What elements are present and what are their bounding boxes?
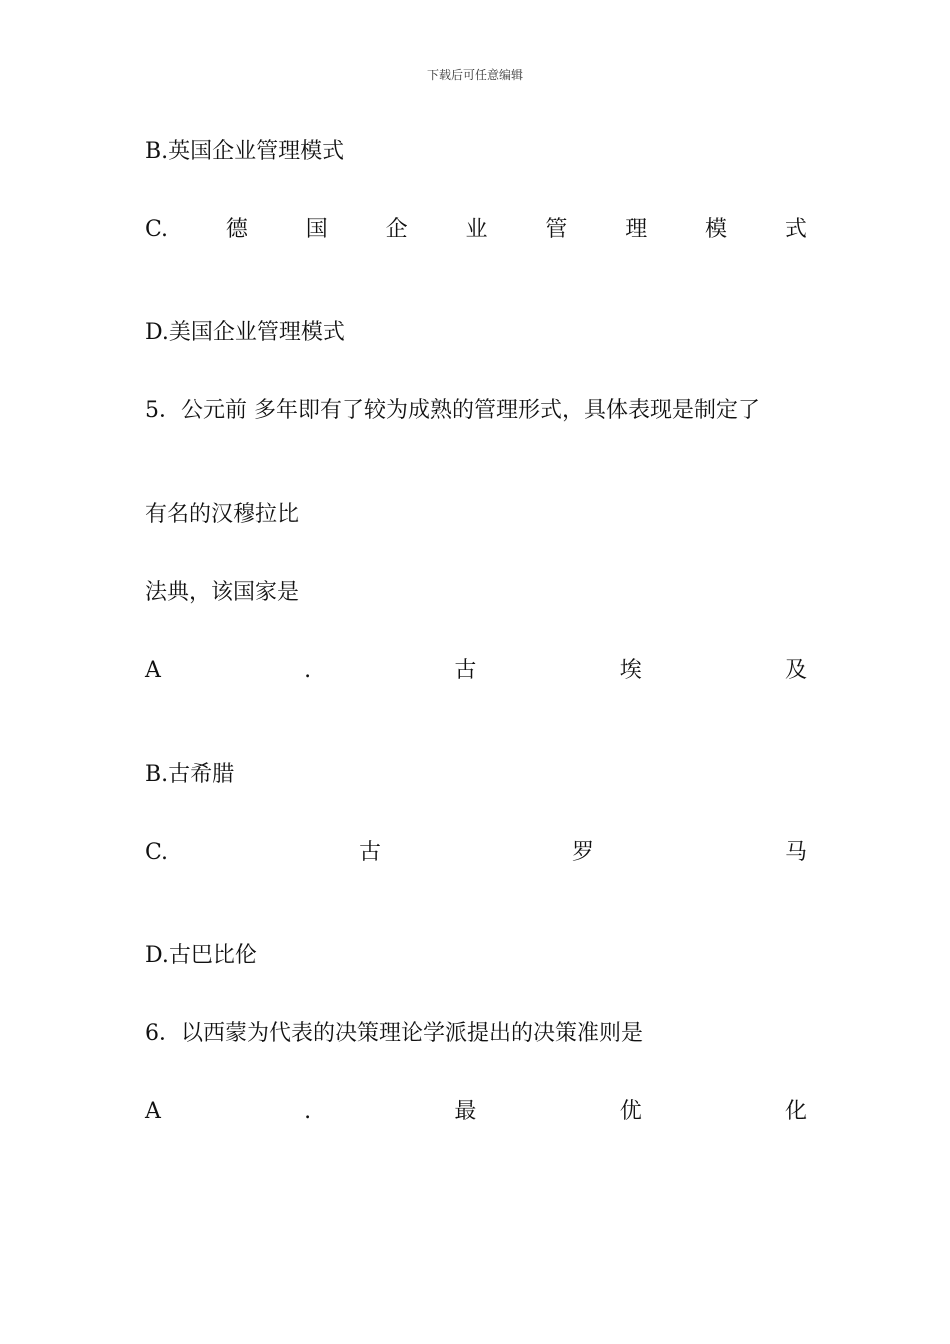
q6-option-a-part: 化 xyxy=(784,1099,807,1124)
q5-question-line-2: 有名的汉穆拉比 xyxy=(145,502,300,527)
q5-question-line-3: 法典，该国家是 xyxy=(145,580,300,605)
q4-option-c-part: 国 xyxy=(305,217,328,242)
q4-option-c-part: 企 xyxy=(385,217,408,242)
q4-option-c-part: 式 xyxy=(784,217,807,242)
page-header: 下载后可任意编辑 xyxy=(426,68,523,82)
q5-question-line-1: 5．公元前 多年即有了较为成熟的管理形式，具体表现是制定了 xyxy=(145,398,760,423)
q5-option-c-part: C. xyxy=(145,840,169,865)
q6-option-a-part: . xyxy=(304,1099,312,1124)
q5-option-a xyxy=(145,656,807,686)
q5-option-c-part: 马 xyxy=(784,840,807,865)
q6-question-line-1: 6．以西蒙为代表的决策理论学派提出的决策准则是 xyxy=(145,1021,643,1046)
q6-option-a xyxy=(145,1097,807,1127)
q4-option-c-part: 德 xyxy=(225,217,248,242)
q6-option-a-part: 优 xyxy=(619,1099,642,1124)
q5-option-c-part: 古 xyxy=(359,840,382,865)
q5-option-c-part: 罗 xyxy=(572,840,595,865)
q4-option-c-part: 模 xyxy=(705,217,728,242)
q4-option-c-part: C. xyxy=(145,217,169,242)
q6-option-a-part: 最 xyxy=(454,1099,477,1124)
q6-option-a-part: A xyxy=(145,1099,161,1124)
q4-option-d: D.美国企业管理模式 xyxy=(145,320,345,345)
q5-option-c xyxy=(145,838,807,868)
q5-option-a-part: 埃 xyxy=(619,658,642,683)
q4-option-b: B.英国企业管理模式 xyxy=(145,139,345,164)
q5-option-a-part: 古 xyxy=(454,658,477,683)
q5-option-a-part: . xyxy=(304,658,312,683)
q4-option-c-part: 理 xyxy=(625,217,648,242)
q5-option-a-part: 及 xyxy=(784,658,807,683)
q4-option-c xyxy=(145,215,807,245)
q5-option-a-part: A xyxy=(145,658,161,683)
q5-option-d: D.古巴比伦 xyxy=(145,943,257,968)
q4-option-c-part: 业 xyxy=(465,217,488,242)
q5-option-b: B.古希腊 xyxy=(145,762,235,787)
q4-option-c-part: 管 xyxy=(545,217,568,242)
